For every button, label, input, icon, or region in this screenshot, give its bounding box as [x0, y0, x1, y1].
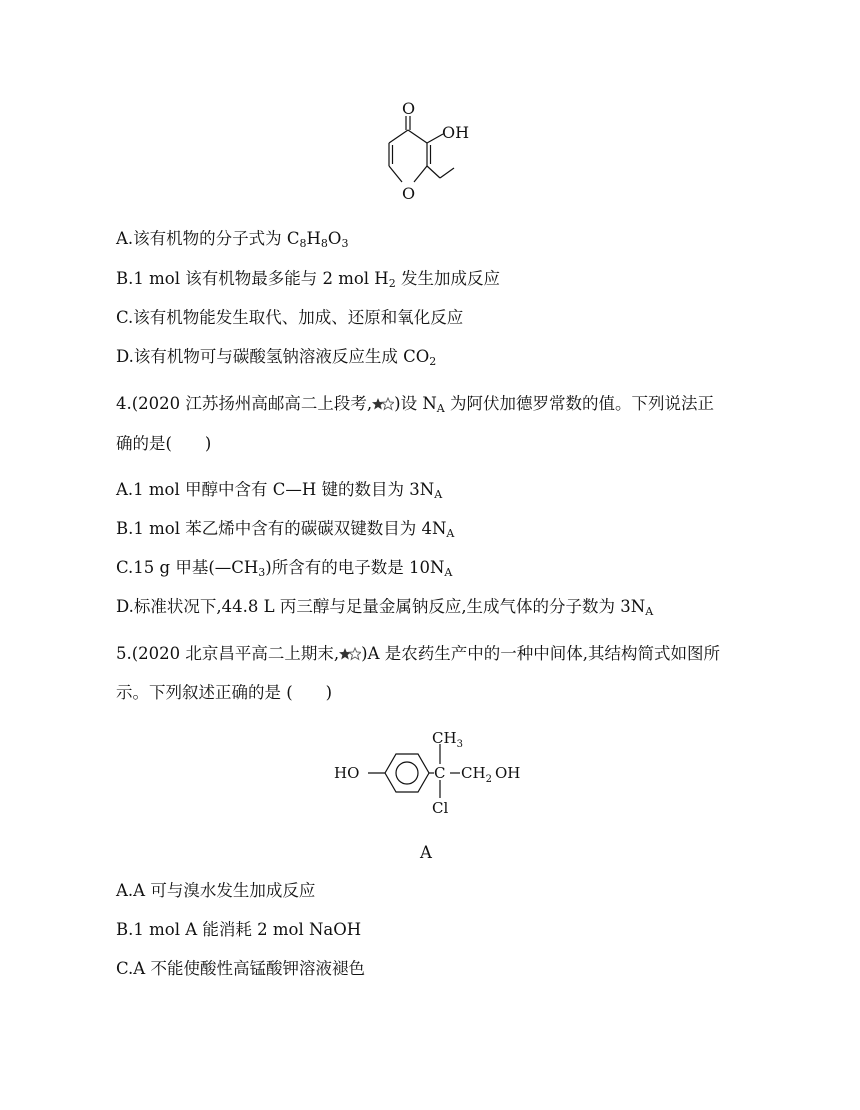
atom-oxygen-top: O	[402, 99, 416, 118]
q3-option-c: C.该有机物能发生取代、加成、还原和氧化反应	[116, 308, 464, 327]
label-ch2oh: $CH_2$ OH	[461, 764, 521, 785]
q4-option-b: B.1 mol 苯乙烯中含有的碳碳双键数目为 $4N_A$	[116, 519, 455, 540]
structure-caption: A	[420, 843, 432, 862]
q3-option-a: A.该有机物的分子式为 $C_8H_8O_3$	[116, 229, 349, 250]
label-ch3: $CH_3$	[432, 729, 463, 750]
structure-diagram-1	[370, 96, 480, 206]
q5-option-b: B.1 mol A 能消耗 2 mol NaOH	[116, 920, 362, 939]
difficulty-star-icon	[339, 645, 361, 667]
q4-option-c: C.15 g 甲基$(—CH_3)$所含有的电子数是 $10N_A$	[116, 558, 453, 579]
label-ho: HO	[334, 764, 360, 782]
label-central-carbon: C	[434, 764, 446, 782]
q5-stem-line2: 示。下列叙述正确的是 ( )	[116, 683, 333, 702]
q5-stem-line1: 5.(2020 北京昌平高二上期末, )A 是农药生产中的一种中间体,其结构简式如图所	[116, 643, 720, 667]
q4-stem-line2: 确的是( )	[116, 434, 212, 453]
q3-option-d: D.该有机物可与碳酸氢钠溶液反应生成 $CO_2$	[116, 347, 437, 368]
q3-option-b: B.1 mol 该有机物最多能与 2 mol $H_2$ 发生加成反应	[116, 269, 500, 290]
q5-option-c: C.A 不能使酸性高锰酸钾溶液褪色	[116, 959, 365, 978]
difficulty-star-icon	[372, 395, 394, 417]
atom-hydroxyl: OH	[442, 123, 470, 142]
q4-option-a: A.1 mol 甲醇中含有 C—H 键的数目为 $3N_A$	[116, 480, 443, 501]
q4-option-d: D.标准状况下,44.8 L 丙三醇与足量金属钠反应,生成气体的分子数为 $3N_A$	[116, 597, 654, 618]
atom-ring-oxygen: O	[402, 184, 416, 203]
structure-diagram-a	[330, 722, 530, 822]
q5-option-a: A.A 可与溴水发生加成反应	[116, 881, 316, 900]
label-cl: Cl	[432, 799, 449, 817]
q4-stem-line1: 4.(2020 江苏扬州高邮高二上段考, )设 $N_A$ 为阿伏加德罗常数的值。下列说法正	[116, 394, 714, 415]
